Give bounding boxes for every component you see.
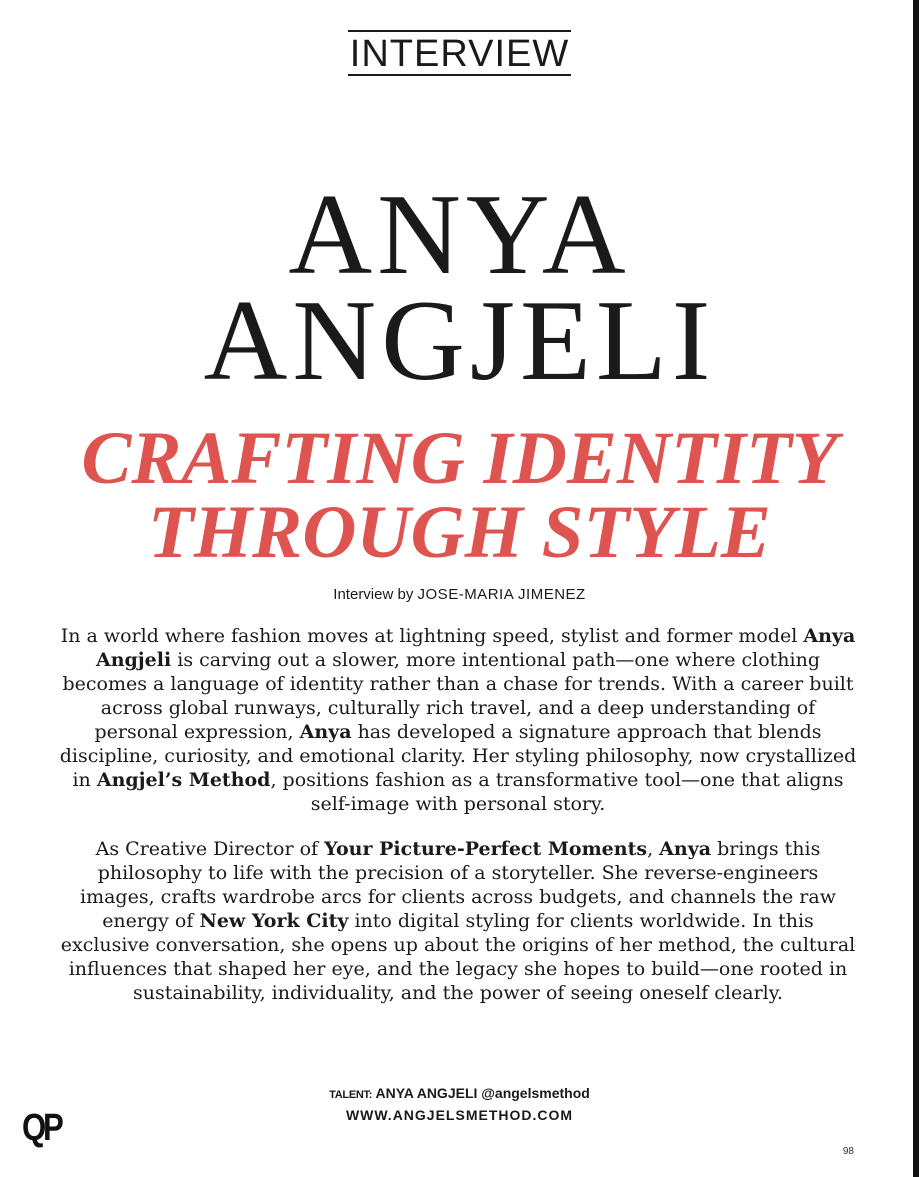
intro-p2-bold-city: New York City [199,910,349,932]
credits-tag: TALENT: [329,1089,373,1101]
intro-p1-bold-method: Angjel’s Method [96,769,271,791]
intro-p2-text-2: , [647,838,660,860]
credits-talent-line [0,1083,919,1105]
intro-p1-text-0: In a world where fashion moves at lightning speed, stylist and former model [60,625,804,647]
credits-talent: ANYA ANGJELI @angelsmethod [375,1085,590,1101]
name-line-2: ANGJELI [203,277,716,405]
headline-line-1: CRAFTING IDENTITY [81,417,838,500]
intro-p1-text-4: has developed a signature approach that blends discipline, curiosity, and emotional clarity. Her styling philosophy, now crystallized in [59,721,857,791]
intro-text [58,624,858,1005]
intro-p2-bold-firstname: Anya [659,838,712,860]
talent-credits [0,1083,919,1125]
credits-website: WWW.ANGJELSMETHOD.COM [345,1107,574,1123]
name-line-1: ANYA [288,171,631,299]
byline-prefix: Interview by [333,586,414,603]
intro-p2-bold-company: Your Picture-Perfect Moments [324,838,648,860]
intro-p2-text-4: brings this philosophy to life with the precision of a storyteller. She reverse-engineers images, crafts wardrobe arcs for clients across budgets, and channels the raw energy of [80,838,836,932]
intro-paragraph-2 [58,837,858,1005]
intro-p1-bold-firstname: Anya [299,721,352,743]
intro-p1-text-6: , positions fashion as a transformative tool—one that aligns self-image with personal story. [270,769,844,815]
intro-p1-bold-talent: Anya Angjeli [95,625,856,671]
intro-p2-text-6: into digital styling for clients worldwide. In this exclusive conversation, she opens up about the origins of her method, the cultural influences that shaped her eye, and the legacy she hopes to build—one rooted in sustainability, individuality, and the power of seeing oneself clearly. [60,910,856,1004]
interviewee-name [0,171,919,405]
article-headline [0,417,919,574]
magazine-logo: QP [22,1107,61,1149]
section-label-text: INTERVIEW [348,30,571,76]
page-number: 98 [842,1146,854,1157]
intro-paragraph-1 [58,624,858,816]
intro-p2-text-0: As Creative Director of [95,838,325,860]
byline [0,586,919,603]
section-label [0,30,919,76]
intro-p1-text-2: is carving out a slower, more intentional path—one where clothing becomes a language of identity rather than a chase for trends. With a career built across global runways, culturally rich travel, and a deep understanding of personal expression, [62,649,854,743]
byline-author: JOSE-MARIA JIMENEZ [417,586,586,603]
headline-line-2: THROUGH STYLE [148,491,771,574]
